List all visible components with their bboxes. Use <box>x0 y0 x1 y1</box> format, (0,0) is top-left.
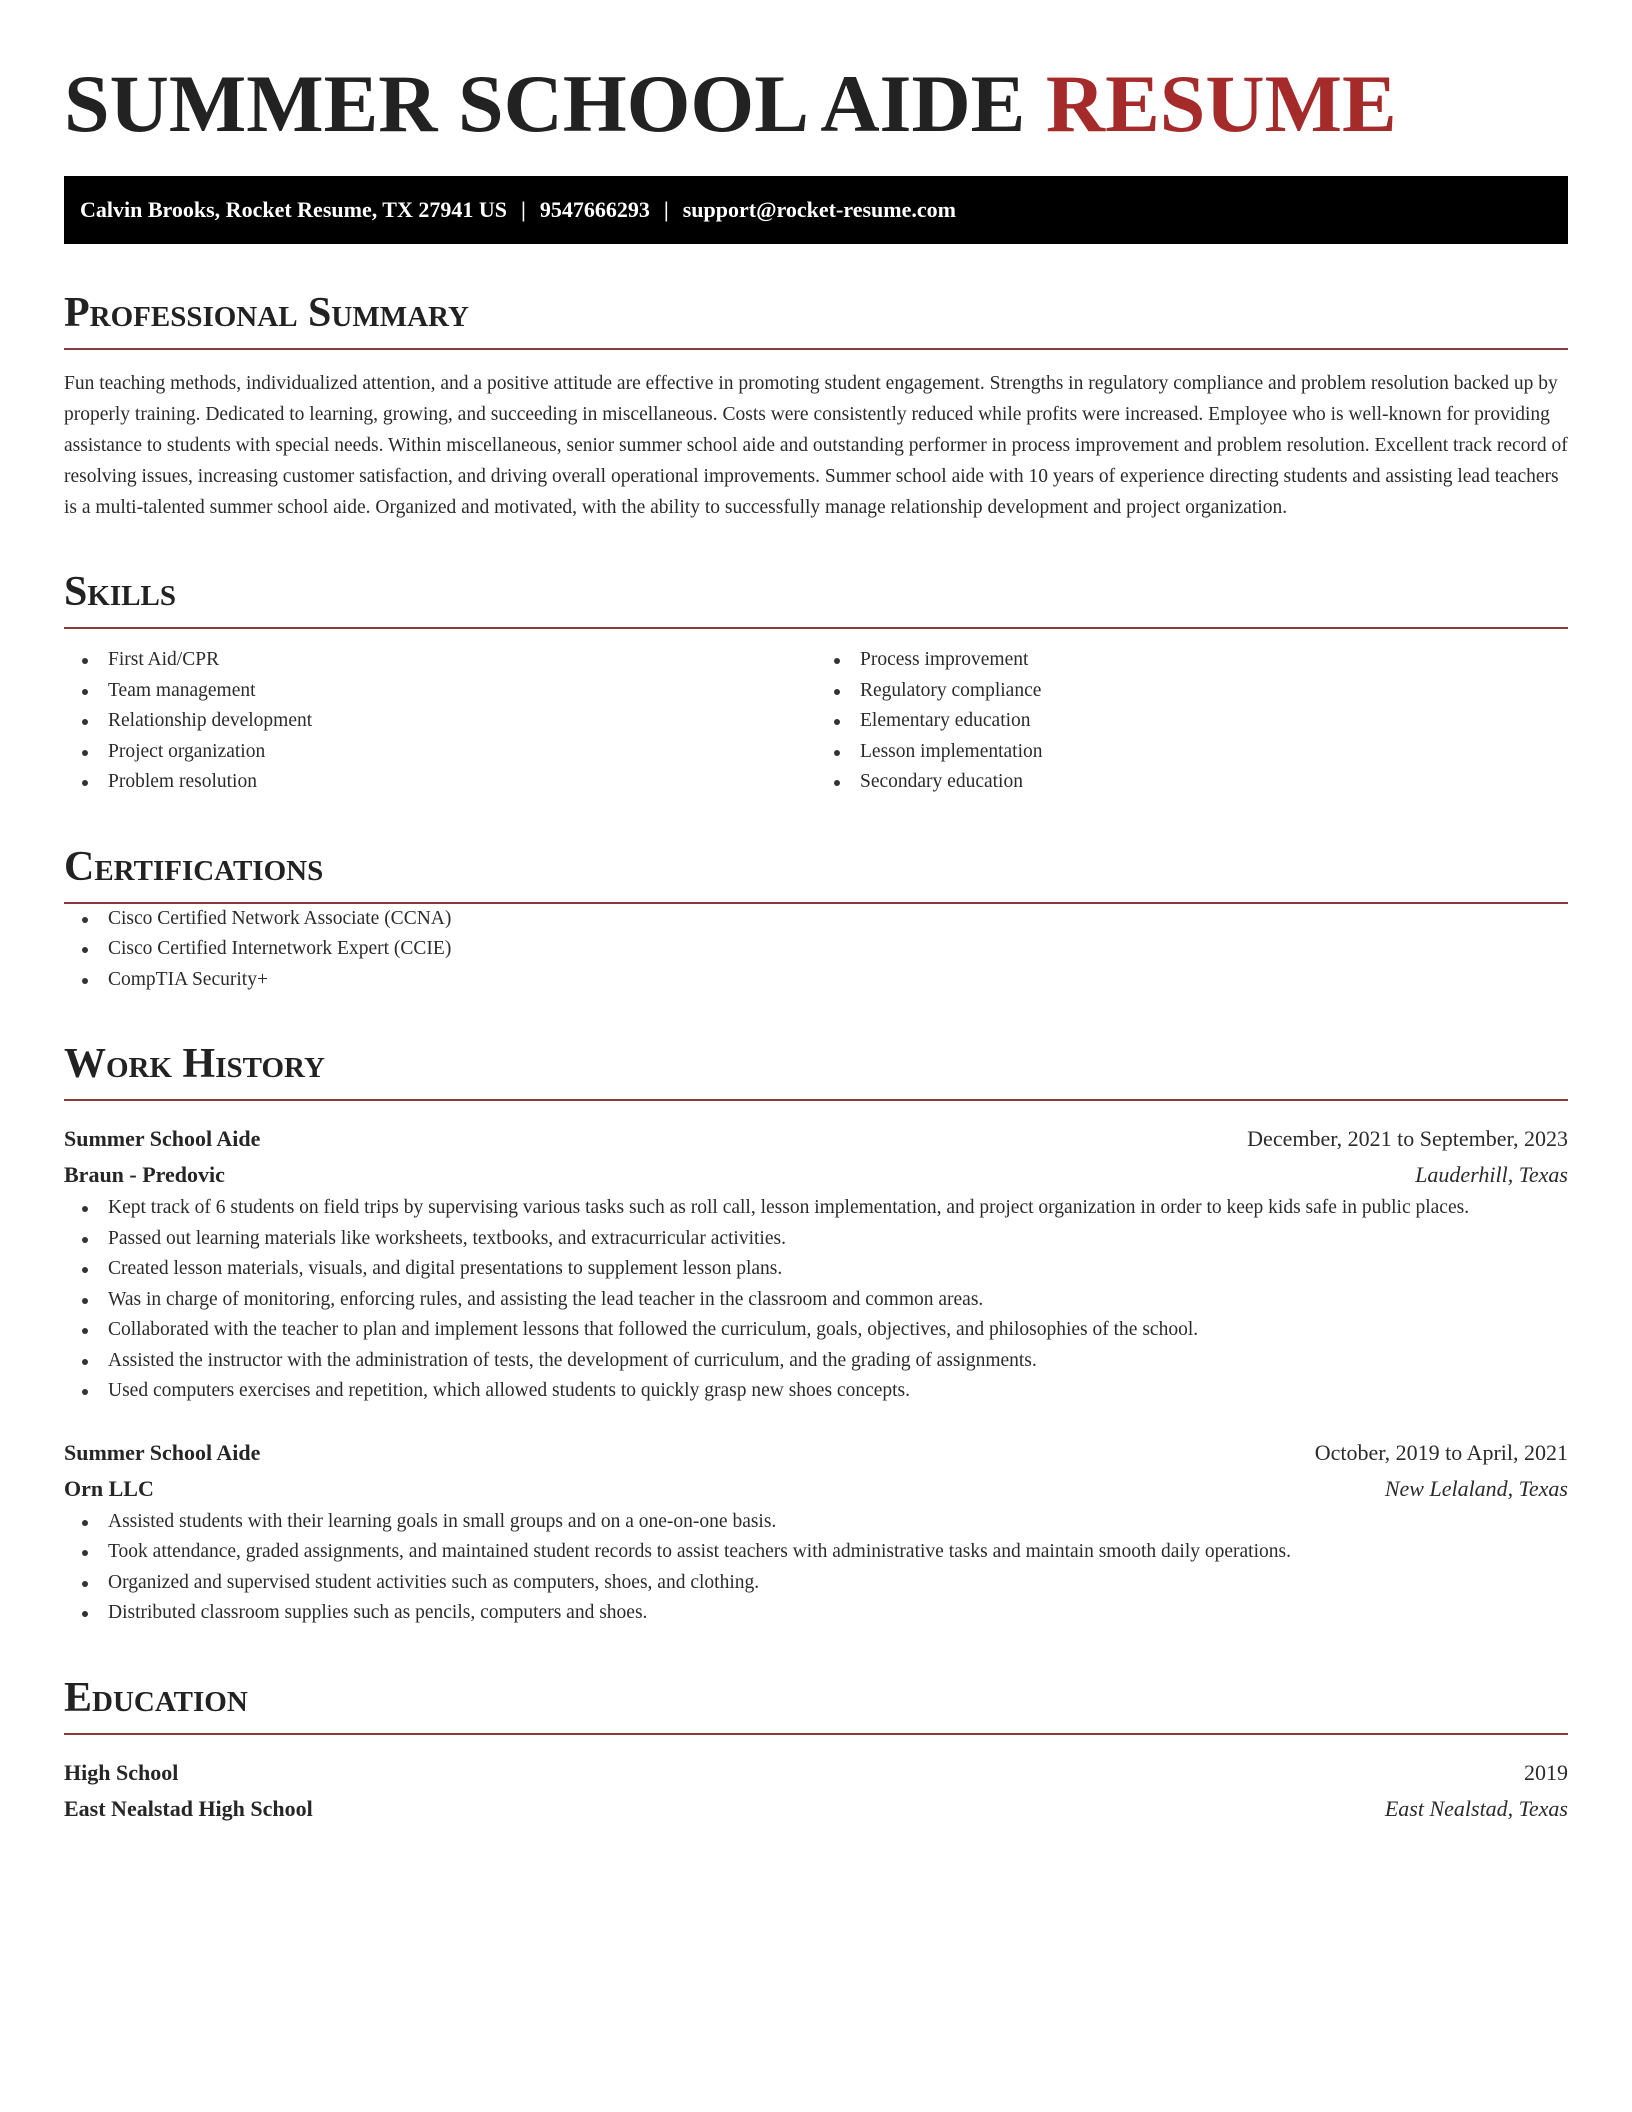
job-bullet: Assisted students with their learning goals in small groups and on a one-on-one basis. <box>64 1507 1568 1538</box>
skills-column-left <box>64 645 816 798</box>
certification-item: Cisco Certified Internetwork Expert (CCIE) <box>64 934 1568 965</box>
skill-item: Project organization <box>64 737 816 768</box>
certifications-section <box>64 842 1568 996</box>
skills-list-left <box>64 645 816 798</box>
job-bullet: Distributed classroom supplies such as pencils, computers and shoes. <box>64 1598 1568 1629</box>
job-location: New Lelaland, Texas <box>1384 1475 1568 1501</box>
job-bullet: Passed out learning materials like worksheets, textbooks, and extracurricular activities. <box>64 1224 1568 1255</box>
section-heading-education: Education <box>64 1673 1568 1735</box>
education-school-row <box>64 1791 1568 1827</box>
education-degree-row <box>64 1755 1568 1791</box>
job-dates: October, 2019 to April, 2021 <box>1314 1439 1568 1465</box>
work-history-section <box>64 1039 1568 1629</box>
job-company: Orn LLC <box>64 1475 154 1501</box>
job-title: Summer School Aide <box>64 1126 261 1151</box>
certifications-list <box>64 904 1568 996</box>
skill-item: Secondary education <box>816 767 1568 798</box>
skills-list-right <box>816 645 1568 798</box>
skill-item: Lesson implementation <box>816 737 1568 768</box>
job-location: Lauderhill, Texas <box>1415 1162 1568 1187</box>
job-title: Summer School Aide <box>64 1439 261 1465</box>
job-bullet: Organized and supervised student activities such as computers, shoes, and clothing. <box>64 1568 1568 1599</box>
job-dates: December, 2021 to September, 2023 <box>1247 1126 1568 1151</box>
skill-item: Relationship development <box>64 706 816 737</box>
section-heading-certifications: Certifications <box>64 842 1568 904</box>
job-bullet-list <box>64 1507 1568 1629</box>
education-entry <box>64 1755 1568 1827</box>
job-bullet: Kept track of 6 students on field trips by supervising various tasks such as roll call, lesson implementation, and project organization in order to keep kids safe in public places. <box>64 1193 1568 1224</box>
contact-bar <box>64 176 1568 244</box>
education-location: East Nealstad, Texas <box>1384 1795 1568 1821</box>
summary-text: Fun teaching methods, individualized attention, and a positive attitude are effective in promoting student engagement. Strengths in regulatory compliance and problem resolution backed up by properly training. Dedicated to learning, growing, and succeeding in miscellaneous. Costs were consistently reduced while profits were increased. Employee who is well-known for providing assistance to students with special needs. Within miscellaneous, senior summer school aide and outstanding performer in process improvement and problem resolution. Excellent track record of resolving issues, increasing customer satisfaction, and driving overall operational improvements. Summer school aide with 10 years of experience directing students and assisting lead teachers is a multi-talented summer school aide. Organized and motivated, with the ability to successfully manage relationship development and project organization. <box>64 373 1568 518</box>
professional-summary-section <box>64 288 1568 523</box>
job-entry <box>64 1435 1568 1629</box>
education-section <box>64 1673 1568 1827</box>
certification-item: CompTIA Security+ <box>64 965 1568 996</box>
skill-item: Team management <box>64 676 816 707</box>
section-heading-skills: Skills <box>64 567 1568 629</box>
job-title-row <box>64 1435 1568 1471</box>
job-bullet-list <box>64 1193 1568 1407</box>
contact-phone: 9547666293 <box>539 197 650 222</box>
job-company: Braun - Predovic <box>64 1162 225 1187</box>
job-bullet: Collaborated with the teacher to plan and implement lessons that followed the curriculum, goals, objectives, and philosophies of the school. <box>64 1315 1568 1346</box>
job-title-row <box>64 1121 1568 1157</box>
job-bullet: Used computers exercises and repetition, which allowed students to quickly grasp new shoes concepts. <box>64 1376 1568 1407</box>
job-bullet: Assisted the instructor with the administration of tests, the development of curriculum, and the grading of assignments. <box>64 1346 1568 1377</box>
contact-separator: | <box>663 197 669 222</box>
job-bullet: Was in charge of monitoring, enforcing rules, and assisting the lead teacher in the classroom and common areas. <box>64 1285 1568 1316</box>
skills-section <box>64 567 1568 798</box>
job-bullet: Took attendance, graded assignments, and maintained student records to assist teachers with administrative tasks and maintain smooth daily operations. <box>64 1537 1568 1568</box>
education-school: East Nealstad High School <box>64 1795 313 1821</box>
education-degree: High School <box>64 1759 179 1785</box>
skills-column-right <box>816 645 1568 798</box>
skills-grid <box>64 645 1568 798</box>
certification-item: Cisco Certified Network Associate (CCNA) <box>64 904 1568 935</box>
skill-item: Regulatory compliance <box>816 676 1568 707</box>
contact-separator: | <box>521 197 526 222</box>
job-company-row <box>64 1471 1568 1507</box>
title-main: SUMMER SCHOOL AIDE <box>64 58 1026 149</box>
skill-item: Elementary education <box>816 706 1568 737</box>
section-heading-summary: Professional Summary <box>64 288 1568 350</box>
job-bullet: Created lesson materials, visuals, and digital presentations to supplement lesson plans. <box>64 1254 1568 1285</box>
contact-email: support@rocket-resume.com <box>682 197 956 222</box>
job-company-row <box>64 1157 1568 1193</box>
contact-address: Calvin Brooks, Rocket Resume, TX 27941 US <box>80 197 507 222</box>
resume-title <box>64 56 1568 152</box>
skill-item: First Aid/CPR <box>64 645 816 676</box>
title-accent: RESUME <box>1045 58 1397 149</box>
section-heading-work-history: Work History <box>64 1039 1568 1101</box>
skill-item: Problem resolution <box>64 767 816 798</box>
education-year: 2019 <box>1524 1759 1568 1785</box>
skill-item: Process improvement <box>816 645 1568 676</box>
job-entry <box>64 1121 1568 1407</box>
